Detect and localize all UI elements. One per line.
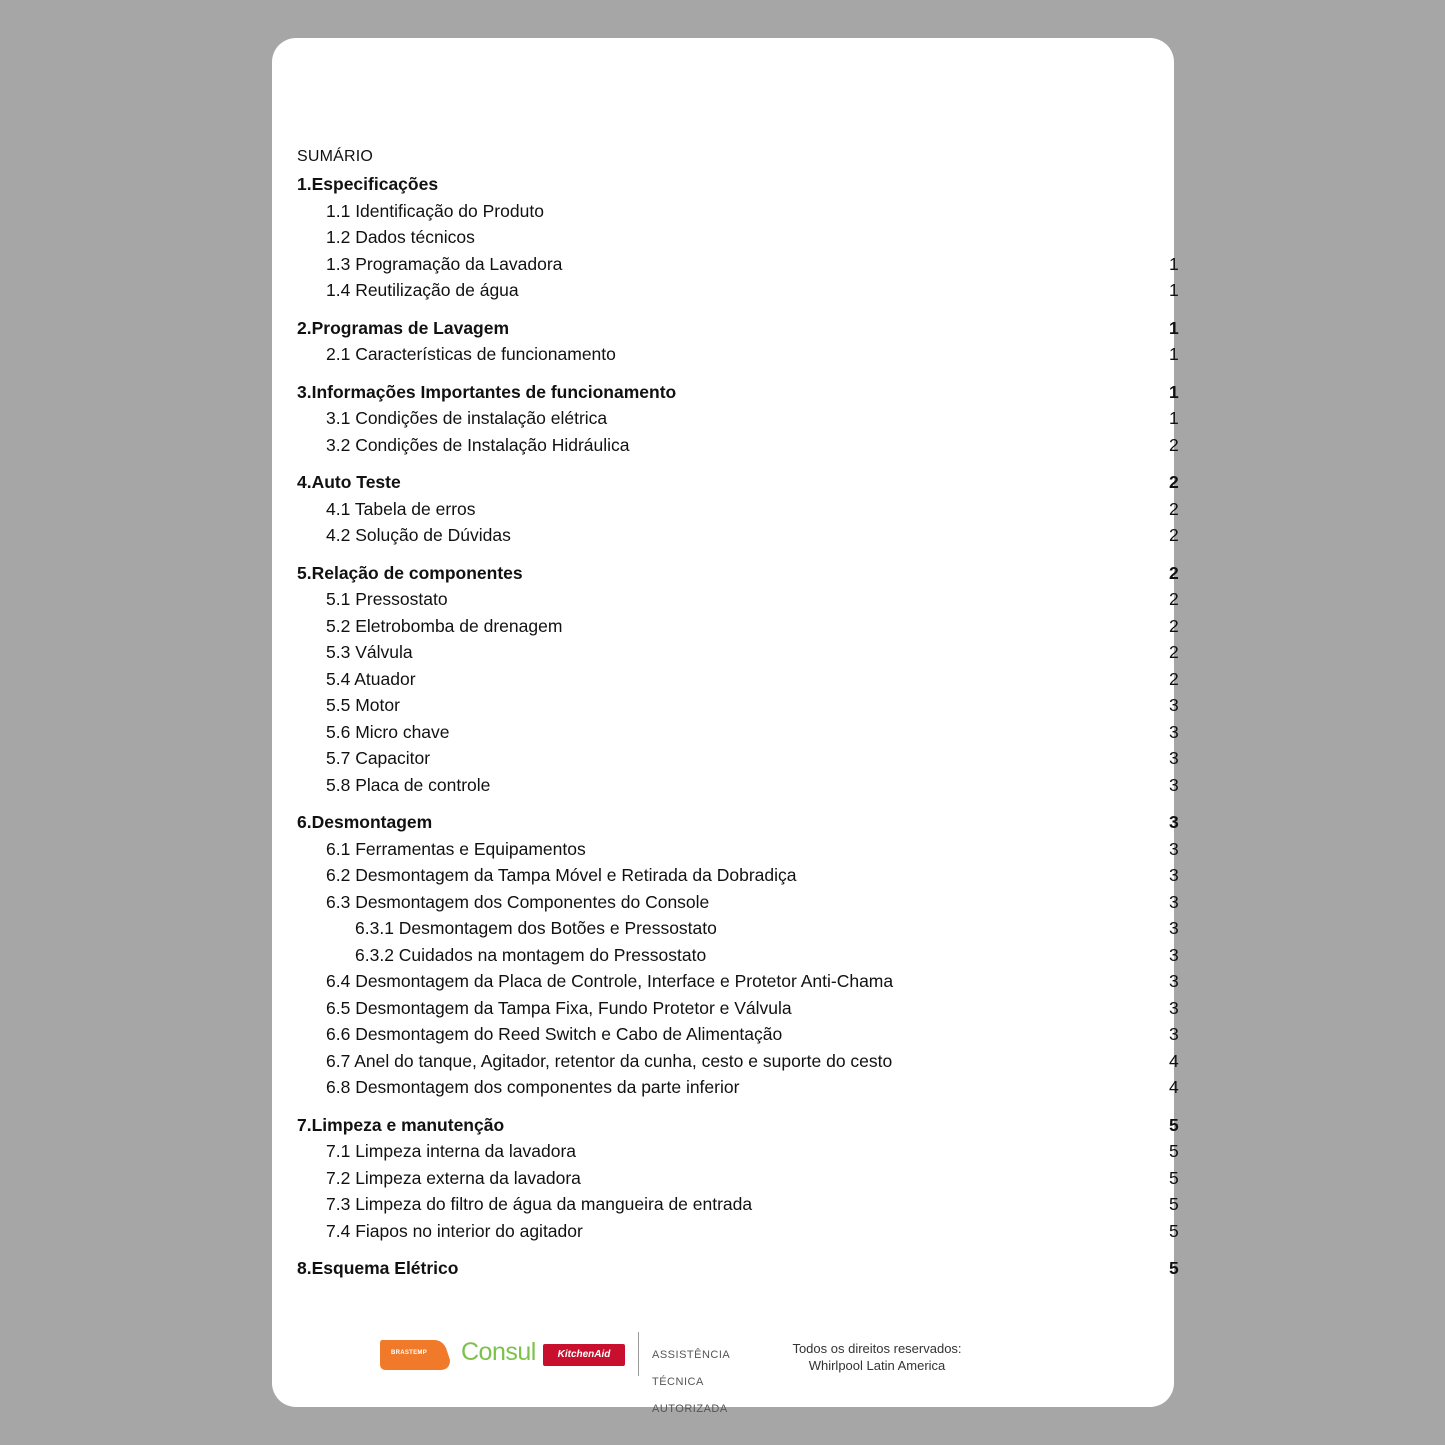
toc-entry-label: 3.Informações Importantes de funcionamento — [297, 381, 677, 402]
toc-entry-label: 1.2 Dados técnicos — [326, 227, 475, 247]
toc-entry-page-number: 5 — [1169, 1194, 1179, 1214]
toc-entry-page-number: 5 — [1169, 1141, 1179, 1161]
toc-entry-label: 5.4 Atuador — [326, 668, 416, 689]
footer-divider — [638, 1332, 639, 1376]
rights-notice: Todos os direitos reservados: Whirlpool Latin America — [792, 1341, 962, 1373]
toc-entry-page-number: 1 — [1169, 344, 1179, 364]
brastemp-logo: BRASTEMP — [378, 1336, 450, 1374]
toc-subsection[interactable] — [272, 863, 1179, 887]
toc-entry-page-number: 3 — [1169, 971, 1179, 991]
toc-subsection[interactable] — [272, 497, 1179, 521]
toc-entry-page-number: 2 — [1169, 562, 1179, 583]
toc-entry-label: 1.4 Reutilização de água — [326, 280, 519, 300]
toc-entry-label: 7.2 Limpeza externa da lavadora — [326, 1167, 581, 1188]
consul-logo: Consul — [461, 1338, 536, 1366]
toc-title: SUMÁRIO — [297, 148, 374, 165]
toc-entry-label: 5.1 Pressostato — [326, 589, 448, 609]
toc-entry-label: 5.7 Capacitor — [326, 748, 431, 768]
toc-entry-label: 7.4 Fiapos no interior do agitador — [326, 1220, 583, 1241]
toc-entry-page-number: 5 — [1169, 1258, 1179, 1278]
toc-entry-label: 6.6 Desmontagem do Reed Switch e Cabo de Alimentação — [326, 1024, 783, 1044]
toc-entry-label: 5.6 Micro chave — [326, 721, 450, 742]
toc-entry-page-number: 3 — [1169, 774, 1179, 795]
toc-entry-label: 8.Esquema Elétrico — [297, 1258, 459, 1278]
toc-subsection[interactable] — [272, 773, 1179, 797]
toc-entry-label: 4.Auto Teste — [297, 472, 401, 492]
toc-section[interactable] — [272, 470, 1179, 494]
toc-subsection[interactable] — [272, 693, 1179, 717]
toc-entry-label: 5.8 Placa de controle — [326, 774, 491, 795]
toc-entry-label: 5.3 Válvula — [326, 642, 413, 662]
toc-entry-label: 2.1 Características de funcionamento — [326, 344, 616, 364]
toc-entry-label: 6.7 Anel do tanque, Agitador, retentor da cunha, cesto e suporte do cesto — [326, 1050, 893, 1071]
toc-entry-label: 5.Relação de componentes — [297, 562, 523, 583]
toc-entry-page-number: 3 — [1169, 865, 1179, 885]
toc-subsection[interactable] — [272, 837, 1179, 861]
table-of-contents — [272, 38, 1179, 1407]
toc-entry-page-number: 2 — [1169, 472, 1179, 492]
footer — [272, 1328, 1174, 1415]
authorized-assistance-label: ASSISTÊNCIA TÉCNICA AUTORIZADA — [652, 1348, 731, 1415]
toc-subsection[interactable] — [272, 890, 1179, 914]
toc-subsection[interactable] — [272, 1192, 1179, 1216]
toc-section[interactable] — [272, 1256, 1179, 1280]
toc-entry-label: 6.Desmontagem — [297, 812, 433, 832]
toc-entry-page-number: 2 — [1169, 498, 1179, 519]
toc-subsection[interactable] — [272, 406, 1179, 430]
toc-entry-page-number: 1 — [1169, 280, 1179, 300]
toc-subsection[interactable] — [272, 1219, 1179, 1243]
toc-entry-label: 6.1 Ferramentas e Equipamentos — [326, 838, 586, 859]
toc-subsection[interactable] — [272, 225, 1174, 249]
toc-subsection[interactable] — [272, 746, 1179, 770]
toc-subsubsection[interactable] — [272, 916, 1179, 940]
toc-entry-label: 6.3 Desmontagem dos Componentes do Console — [326, 891, 710, 912]
toc-entry-label: 7.1 Limpeza interna da lavadora — [326, 1141, 577, 1161]
toc-entry-page-number: 5 — [1169, 1114, 1179, 1135]
toc-entry-label: 6.2 Desmontagem da Tampa Móvel e Retirada da Dobradiça — [326, 865, 797, 885]
toc-entry-label: 3.2 Condições de Instalação Hidráulica — [326, 434, 630, 455]
toc-subsection[interactable] — [272, 640, 1179, 664]
toc-subsection[interactable] — [272, 614, 1179, 638]
toc-subsubsection[interactable] — [272, 943, 1179, 967]
toc-entry-page-number: 3 — [1169, 1024, 1179, 1044]
toc-entry-label: 6.5 Desmontagem da Tampa Fixa, Fundo Protetor e Válvula — [326, 997, 792, 1018]
toc-entry-label: 7.3 Limpeza do filtro de água da mangueira de entrada — [326, 1194, 753, 1214]
toc-entry-page-number: 2 — [1169, 434, 1179, 455]
toc-entry-page-number: 2 — [1169, 589, 1179, 609]
toc-entry-page-number: 3 — [1169, 838, 1179, 859]
toc-entry-page-number: 2 — [1169, 668, 1179, 689]
toc-entry-page-number: 3 — [1169, 997, 1179, 1018]
toc-subsection[interactable] — [272, 667, 1179, 691]
toc-entry-label: 2.Programas de Lavagem — [297, 317, 510, 338]
toc-entry-label: 1.3 Programação da Lavadora — [326, 253, 563, 274]
toc-subsection[interactable] — [272, 1075, 1179, 1099]
toc-entry-label: 6.3.2 Cuidados na montagem do Pressostato — [355, 944, 707, 965]
toc-section[interactable] — [272, 1113, 1179, 1137]
toc-section[interactable] — [272, 380, 1179, 404]
toc-entry-page-number: 4 — [1169, 1077, 1179, 1097]
toc-subsection[interactable] — [272, 1049, 1179, 1073]
toc-entry-label: 3.1 Condições de instalação elétrica — [326, 408, 608, 428]
document-page — [272, 38, 1179, 1415]
toc-entry-label: 4.1 Tabela de erros — [326, 498, 476, 519]
toc-entry-label: 6.4 Desmontagem da Placa de Controle, Interface e Protetor Anti-Chama — [326, 971, 894, 991]
toc-subsection[interactable] — [272, 996, 1179, 1020]
toc-entry-page-number: 3 — [1169, 812, 1179, 832]
toc-entry-page-number: 1 — [1169, 381, 1179, 402]
toc-subsection[interactable] — [272, 523, 1179, 547]
toc-entry-label: 6.3.1 Desmontagem dos Botões e Pressostato — [355, 918, 717, 938]
toc-entry-label: 4.2 Solução de Dúvidas — [326, 525, 511, 545]
toc-entry-page-number: 4 — [1169, 1050, 1179, 1071]
toc-entry-page-number: 5 — [1169, 1220, 1179, 1241]
kitchenaid-logo: KitchenAid — [543, 1344, 625, 1366]
toc-subsection[interactable] — [272, 587, 1179, 611]
toc-section[interactable] — [272, 561, 1179, 585]
toc-entry-label: 7.Limpeza e manutenção — [297, 1114, 505, 1135]
toc-entry-page-number: 5 — [1169, 1167, 1179, 1188]
toc-subsection[interactable] — [272, 720, 1179, 744]
toc-entry-label: 1.1 Identificação do Produto — [326, 200, 544, 221]
toc-entry-page-number: 2 — [1169, 615, 1179, 636]
toc-entry-page-number: 3 — [1169, 944, 1179, 965]
toc-subsection[interactable] — [272, 969, 1179, 993]
toc-subsection[interactable] — [272, 252, 1179, 276]
toc-entry-page-number: 2 — [1169, 642, 1179, 662]
toc-subsection[interactable] — [272, 199, 1174, 223]
toc-subsection[interactable] — [272, 433, 1179, 457]
toc-section[interactable] — [272, 172, 1174, 196]
toc-entry-page-number: 1 — [1169, 317, 1179, 338]
toc-subsection[interactable] — [272, 1022, 1179, 1046]
toc-subsection[interactable] — [272, 278, 1179, 302]
toc-entry-page-number: 3 — [1169, 891, 1179, 912]
toc-entry-label: 6.8 Desmontagem dos componentes da parte inferior — [326, 1077, 740, 1097]
toc-section[interactable] — [272, 316, 1179, 340]
toc-entry-page-number: 3 — [1169, 695, 1179, 715]
toc-entry-page-number: 1 — [1169, 408, 1179, 428]
toc-subsection[interactable] — [272, 1166, 1179, 1190]
toc-entry-page-number: 3 — [1169, 748, 1179, 768]
toc-entry-label: 5.5 Motor — [326, 695, 400, 715]
toc-entry-page-number: 2 — [1169, 525, 1179, 545]
toc-entry-page-number: 3 — [1169, 918, 1179, 938]
toc-entry-label: 1.Especificações — [297, 174, 439, 194]
toc-subsection[interactable] — [272, 1139, 1179, 1163]
toc-entry-page-number: 3 — [1169, 721, 1179, 742]
toc-section[interactable] — [272, 810, 1179, 834]
toc-entry-page-number: 1 — [1169, 253, 1179, 274]
toc-entry-label: 5.2 Eletrobomba de drenagem — [326, 615, 563, 636]
toc-subsection[interactable] — [272, 342, 1179, 366]
